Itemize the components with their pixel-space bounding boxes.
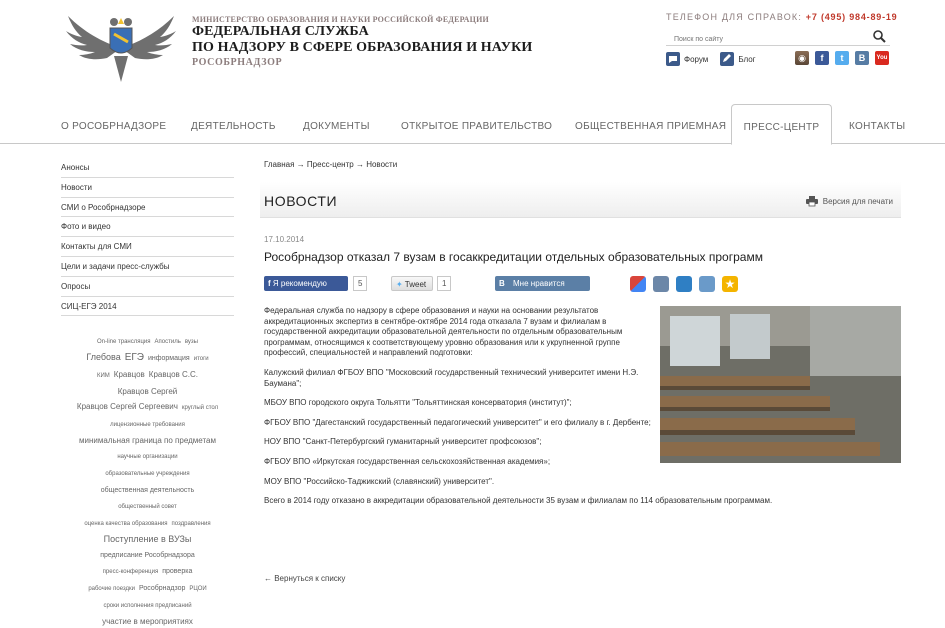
tag-link[interactable]: сроки исполнения предписаний [103, 603, 192, 610]
page-header [260, 182, 901, 218]
agency-title-line1: ФЕДЕРАЛЬНАЯ СЛУЖБА [192, 24, 369, 39]
myworld-share-icon[interactable] [699, 276, 715, 292]
tag-link[interactable]: КИМ [96, 373, 110, 380]
tag-link[interactable]: On-line трансляция [97, 339, 151, 346]
sidebar-item-announcements[interactable]: Анонсы [61, 158, 234, 178]
search-icon[interactable] [872, 29, 886, 43]
facebook-recommend-label: Я рекомендую [272, 279, 327, 288]
article-paragraph: МБОУ ВПО городского округа Тольятти "Тольяттинская консерватория (институт)"; [264, 398, 572, 408]
back-to-list-link[interactable]: ← Вернуться к списку [264, 574, 346, 583]
printer-icon [806, 196, 818, 206]
blog-icon [720, 52, 734, 66]
tag-link[interactable]: пресс-конференция [102, 569, 159, 576]
article-paragraph: ФГБОУ ВПО «Иркутская государственная сельскохозяйственная академия»; [264, 456, 551, 466]
tag-cloud [61, 332, 234, 628]
tag-link[interactable]: ЕГЭ [124, 352, 144, 364]
tag-link[interactable]: Кравцов [113, 370, 145, 380]
blog-label: Блог [738, 54, 756, 64]
sidebar-item-sic-ege[interactable]: СИЦ-ЕГЭ 2014 [61, 297, 234, 317]
tweet-count: 1 [437, 276, 451, 291]
tag-link[interactable]: участие в мероприятиях [102, 617, 193, 627]
tag-link[interactable]: предписание Рособрнадзора [100, 552, 195, 560]
tag-link[interactable]: Кравцов С.С. [148, 370, 199, 380]
breadcrumb-separator: → [355, 160, 364, 169]
breadcrumb-home[interactable]: Главная [264, 160, 295, 169]
facebook-icon: f [268, 279, 271, 288]
share-bar [264, 276, 904, 296]
print-version-link[interactable] [806, 196, 893, 206]
vk-icon: B [499, 279, 505, 288]
tweet-button[interactable] [391, 276, 433, 291]
blog-link[interactable] [720, 52, 755, 66]
sidebar-item-photo-video[interactable]: Фото и видео [61, 217, 234, 237]
livejournal-share-icon[interactable] [653, 276, 669, 292]
forum-icon [666, 52, 680, 66]
tag-link[interactable]: общественная деятельность [100, 487, 195, 495]
facebook-count: 5 [353, 276, 367, 291]
nav-public-reception[interactable]: ОБЩЕСТВЕННАЯ ПРИЕМНАЯ [575, 121, 727, 132]
tag-link[interactable]: рабочие поездки [88, 586, 135, 593]
article-paragraph: Федеральная служба по надзору в сфере образования и науки на основании результатов аккредитационных экспертиз в сентябре-октябре 2014 года отказала 7 вузам и филиалам в государственной аккредитации образовательной деятельности по отдельным образовательным программам, относящимся к соответствующему уровню образования или к укрупненной группе профессий, специальностей и направлений подготовки: [264, 306, 623, 358]
sidebar-item-polls[interactable]: Опросы [61, 277, 234, 297]
tag-link[interactable]: лицензионные требования [110, 422, 185, 429]
tag-link[interactable]: Глебова [86, 352, 121, 363]
forum-label: Форум [684, 54, 709, 64]
vk-like-button[interactable] [495, 276, 590, 291]
tag-link[interactable]: Поступление в ВУЗы [103, 534, 192, 545]
article-paragraph: Калужский филиал ФГБОУ ВПО "Московский государственный технический университет имени Н.Э. Баумана"; [264, 367, 639, 388]
tag-link[interactable]: поздравления [171, 521, 211, 528]
facebook-icon[interactable]: f [815, 51, 829, 65]
tag-link[interactable]: круглый стол [181, 405, 219, 412]
article-paragraph: Всего в 2014 году отказано в аккредитации образовательной деятельности 35 вузам и филиалам по 114 образовательным программам. [264, 496, 773, 506]
breadcrumb-current: Новости [366, 160, 398, 169]
sidebar-item-media-about[interactable]: СМИ о Рособрнадзоре [61, 198, 234, 218]
tag-link[interactable]: научные организации [117, 454, 178, 461]
phone-number[interactable]: +7 (495) 984-89-19 [805, 12, 898, 22]
tag-link[interactable]: информация [147, 355, 190, 363]
nav-documents[interactable]: ДОКУМЕНТЫ [303, 121, 370, 132]
article-body [264, 306, 904, 507]
article-paragraph: ФГБОУ ВПО "Дагестанский государственный педагогический университет" и его филиалу в г. Дербенте; [264, 417, 651, 427]
search-input[interactable] [666, 32, 862, 48]
nav-press-center[interactable]: ПРЕСС-ЦЕНТР [731, 104, 832, 145]
logo-eagle-emblem[interactable] [62, 12, 180, 86]
ministry-name: МИНИСТЕРСТВО ОБРАЗОВАНИЯ И НАУКИ РОССИЙСКОЙ ФЕДЕРАЦИИ [192, 15, 489, 24]
page-title: НОВОСТИ [264, 193, 338, 209]
search-box [666, 28, 890, 46]
vk-like-label: Мне нравится [513, 279, 565, 288]
sidebar-menu [61, 158, 234, 316]
header [0, 0, 945, 100]
tag-link[interactable]: итоги [193, 356, 209, 363]
sidebar-item-media-contacts[interactable]: Контакты для СМИ [61, 237, 234, 257]
agency-short-name: РОСОБРНАДЗОР [192, 57, 283, 68]
tag-link[interactable]: образовательные учреждения [105, 471, 190, 478]
tag-link[interactable]: оценка качества образования [84, 521, 168, 528]
youtube-icon[interactable]: You [875, 51, 889, 65]
article-date: 17.10.2014 [264, 235, 305, 244]
article-paragraph: НОУ ВПО "Санкт-Петербургский гуманитарный университет профсоюзов"; [264, 437, 542, 447]
tag-link[interactable]: Кравцов Сергей [117, 387, 178, 397]
tag-link[interactable]: вузы [184, 339, 198, 346]
twitter-icon[interactable]: t [835, 51, 849, 65]
tag-link[interactable]: Рособрнадзор [139, 585, 186, 593]
main-nav [0, 104, 945, 144]
header-links [666, 52, 768, 66]
nav-open-government[interactable]: ОТКРЫТОЕ ПРАВИТЕЛЬСТВО [401, 121, 553, 132]
facebook-recommend-button[interactable] [264, 276, 348, 291]
main-content [264, 160, 904, 583]
breadcrumb [264, 160, 904, 169]
sidebar-item-news[interactable]: Новости [61, 178, 234, 198]
sidebar [61, 158, 234, 628]
tag-link[interactable]: общественный совет [118, 504, 177, 511]
tweet-label: Tweet [404, 280, 427, 289]
tag-link[interactable]: Кравцов Сергей Сергеевич [76, 402, 178, 412]
vk-icon[interactable]: B [855, 51, 869, 65]
brand-block[interactable] [192, 15, 632, 68]
article-title: Рособрнадзор отказал 7 вузам в госаккредитации отдельных образовательных программ [264, 250, 763, 264]
sidebar-item-press-goals[interactable]: Цели и задачи пресс-службы [61, 257, 234, 277]
nav-activity[interactable]: ДЕЯТЕЛЬНОСТЬ [191, 121, 276, 132]
tag-link[interactable]: Апостиль [154, 339, 181, 346]
bookmark-star-icon[interactable]: ★ [722, 276, 738, 292]
instagram-icon[interactable]: ◉ [795, 51, 809, 65]
article-paragraph: МОУ ВПО "Российско-Таджикский (славянский) университет". [264, 476, 495, 486]
twitter-bird-icon: ✦ [396, 280, 403, 289]
nav-about[interactable]: О РОСОБРНАДЗОРЕ [61, 121, 167, 132]
phone-info [666, 12, 898, 22]
nav-contacts[interactable]: КОНТАКТЫ [849, 121, 906, 132]
phone-label: ТЕЛЕФОН ДЛЯ СПРАВОК: [666, 12, 803, 22]
social-links [795, 51, 895, 65]
forum-link[interactable] [666, 52, 708, 66]
tag-link[interactable]: проверка [162, 568, 193, 576]
tag-link[interactable]: минимальная граница по предметам [79, 436, 216, 446]
breadcrumb-separator: → [296, 160, 305, 169]
agency-title-line2: ПО НАДЗОРУ В СФЕРЕ ОБРАЗОВАНИЯ И НАУКИ [192, 40, 533, 55]
settings-share-icon[interactable] [676, 276, 692, 292]
google-share-icon[interactable] [630, 276, 646, 292]
print-version-label: Версия для печати [822, 196, 893, 206]
tag-link[interactable]: РЦОИ [189, 586, 207, 593]
breadcrumb-press-center[interactable]: Пресс-центр [306, 160, 354, 169]
